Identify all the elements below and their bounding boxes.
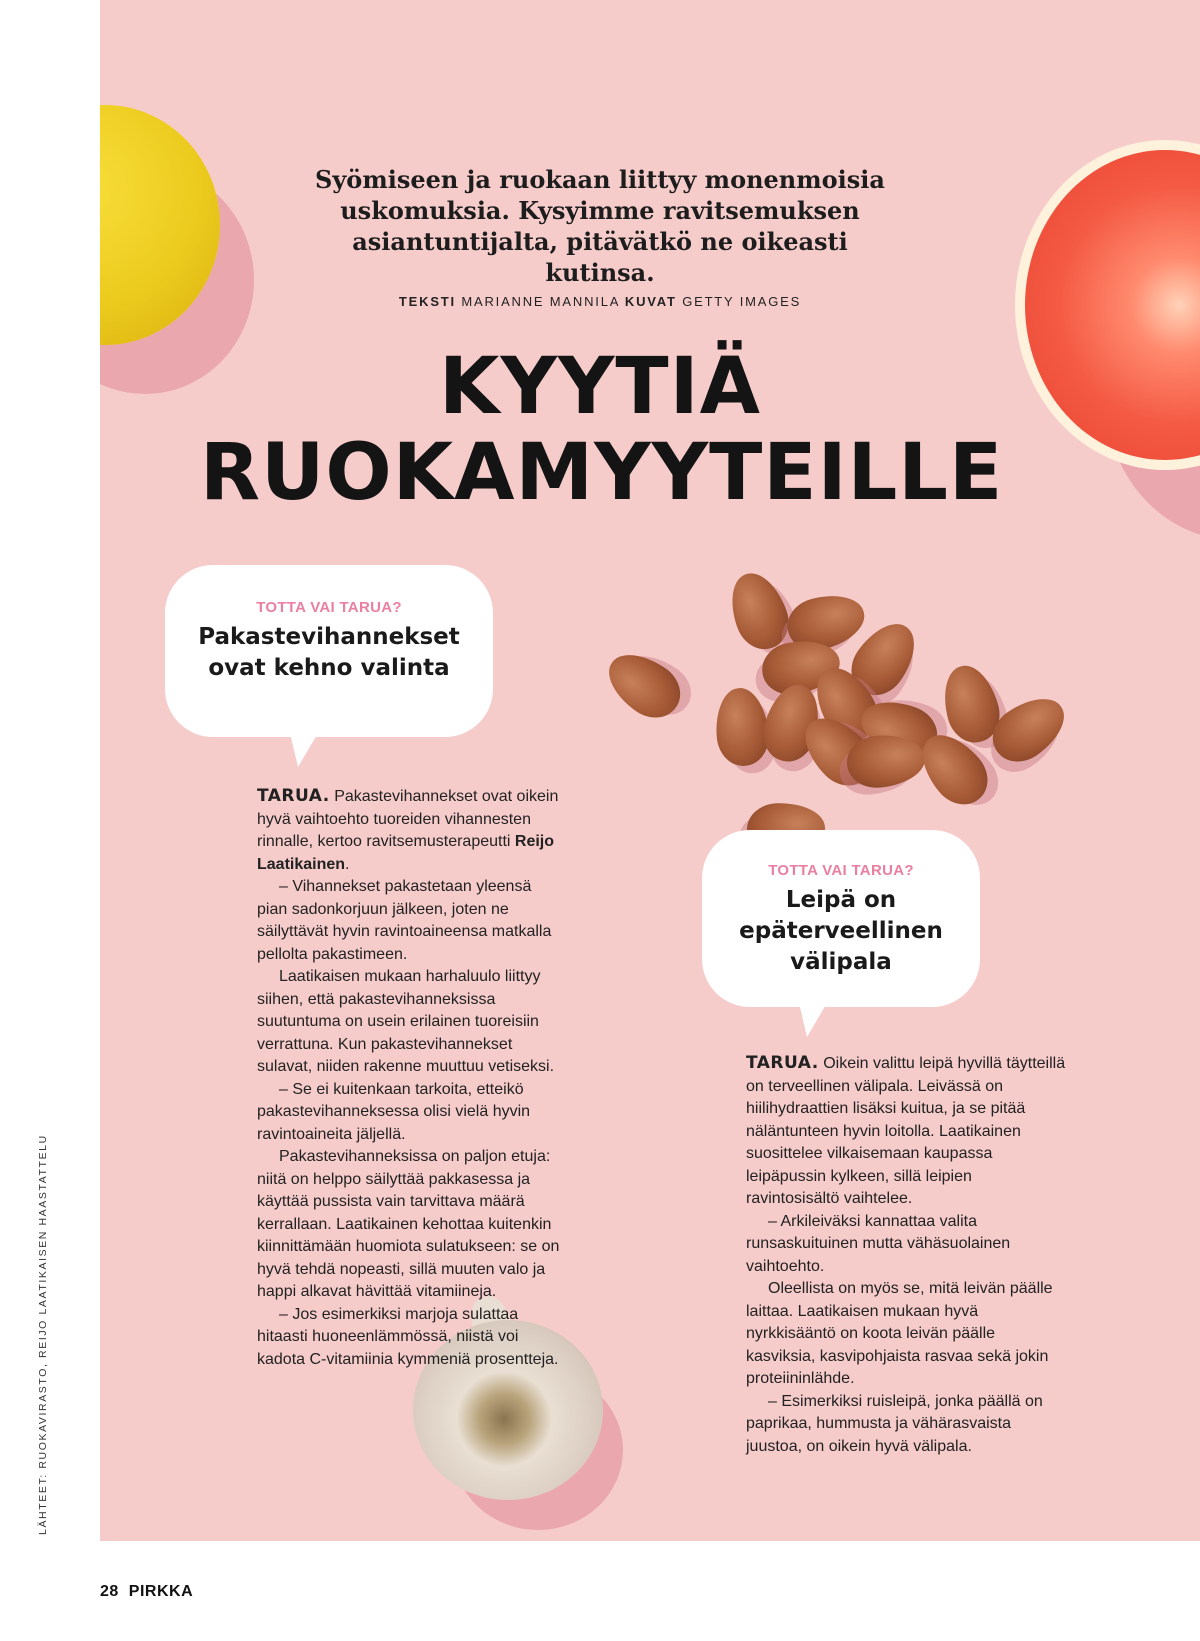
grapefruit-image xyxy=(1015,140,1200,470)
magazine-name: PIRKKA xyxy=(128,1583,194,1600)
credit-photo-source: GETTY IMAGES xyxy=(682,294,802,309)
credit-text-label: TEKSTI xyxy=(398,294,456,309)
grapefruit-pulp xyxy=(1025,150,1200,460)
myth2-claim xyxy=(702,885,980,978)
intro-text: Syömiseen ja ruokaan liittyy monenmoisia uskomuksia. Kysyimme ravitsemuksen asiantuntijalta, pitävätkö ne oikeasti kutinsa. xyxy=(315,165,885,287)
myth2-paragraph-3: Oleellista on myös se, mitä leivän päälle laittaa. Laatikaisen mukaan hyvä nyrkkisääntö on koota leivän päälle kasviksia, kasvipohjaista rasvaa sekä jokin proteiininlähde. xyxy=(746,1280,1053,1387)
credit-photo-label: KUVAT xyxy=(624,294,677,309)
myth2-paragraph-4: – Esimerkiksi ruisleipä, jonka päällä on paprikaa, hummusta ja vähärasvaista juustoa, on oikein hyvä välipala. xyxy=(746,1392,1043,1455)
myth1-paragraph-5: Pakastevihanneksissa on paljon etuja: niitä on helppo säilyttää pakkasessa ja käyttää pussista vain tarvittava määrä kerrallaan. Laatikainen kehottaa kuitenkin kiinnittämään huomiota sulatukseen: se on hyvä tehdä nopeasti, sillä muuten valo ja happi alkavat hävittää vitamiineja. xyxy=(257,1148,560,1300)
headline xyxy=(200,342,1004,518)
speech-bubble-myth1 xyxy=(165,565,493,737)
myth1-claim-line2: ovat kehno valinta xyxy=(208,655,450,681)
expert-name: Reijo Laatikainen xyxy=(257,833,555,873)
myth1-verdict: TARUA. xyxy=(257,786,330,806)
page-number: 28 xyxy=(100,1583,119,1600)
myth2-paragraph-2: – Arkileiväksi kannattaa valita runsaskuituinen mutta vähäsuolainen vaihtoehto. xyxy=(746,1212,1011,1275)
byline xyxy=(300,294,900,309)
myth1-claim-line1: Pakastevihannekset xyxy=(198,624,460,650)
page-footer xyxy=(100,1583,203,1601)
myth1-paragraph-1: TARUA. Pakastevihannekset ovat oikein hyvä vaihtoehto tuoreiden vihannesten rinnalle, kertoo ravitsemusterapeutti Reijo Laatikainen. xyxy=(257,786,559,873)
headline-line2: RUOKAMYYTEILLE xyxy=(200,428,1004,518)
credit-author: MARIANNE MANNILA xyxy=(461,294,620,309)
headline-line1: KYYTIÄ xyxy=(439,342,761,432)
myth1-body xyxy=(257,785,562,1371)
myth2-p1-text: Oikein valittu leipä hyvillä täytteillä on terveellinen välipala. Leivässä on hiilihydraattien lisäksi kuitua, ja se pitää näläntunteen hyvin loitolla. Laatikainen suosittelee vilkaisemaan kaupassa leipäpussin kylkeen, sillä leipien ravintosisältö vaihtelee. xyxy=(746,1055,1066,1207)
myth2-claim-line2: epäterveellinen xyxy=(739,918,943,944)
myth2-claim-line3: välipala xyxy=(790,949,892,975)
myth1-paragraph-4: – Se ei kuitenkaan tarkoita, etteikö pakastevihanneksessa olisi vielä hyvin ravintoaineita jäljellä. xyxy=(257,1080,531,1143)
lemon-image xyxy=(100,105,220,345)
myth2-claim-line1: Leipä on xyxy=(785,887,897,913)
myth2-label: TOTTA VAI TARUA? xyxy=(768,862,914,879)
myth1-p1-text: Pakastevihannekset ovat oikein hyvä vaihtoehto tuoreiden vihannesten rinnalle, kertoo ravitsemusterapeutti xyxy=(257,788,559,850)
myth1-paragraph-2: – Vihannekset pakastetaan yleensä pian sadonkorjuun jälkeen, joten ne säilyttävät hyvin ravintoaineensa matkalla pellolta pakastimeen. xyxy=(257,878,552,963)
sources-note: LÄHTEET: RUOKAVIRASTO, REIJO LAATIKAISEN HAASTATTELU xyxy=(37,1134,49,1535)
myth1-paragraph-3: Laatikaisen mukaan harhaluulo liittyy siihen, että pakastevihanneksissa suutuntuma on usein erilainen tuoreisiin verrattuna. Kun pakastevihannekset sulavat, niiden rakenne muuttuu vetiseksi. xyxy=(257,968,555,1075)
myth1-claim xyxy=(165,622,493,684)
myth2-body xyxy=(746,1052,1066,1458)
myth2-verdict: TARUA. xyxy=(746,1053,819,1073)
myth1-label: TOTTA VAI TARUA? xyxy=(256,599,402,616)
speech-bubble-myth2 xyxy=(702,830,980,1007)
myth1-paragraph-6: – Jos esimerkiksi marjoja sulattaa hitaasti huoneenlämmössä, niistä voi kadota C-vitamiinia kymmeniä prosentteja. xyxy=(257,1305,559,1368)
myth2-paragraph-1 xyxy=(746,1052,1066,1211)
